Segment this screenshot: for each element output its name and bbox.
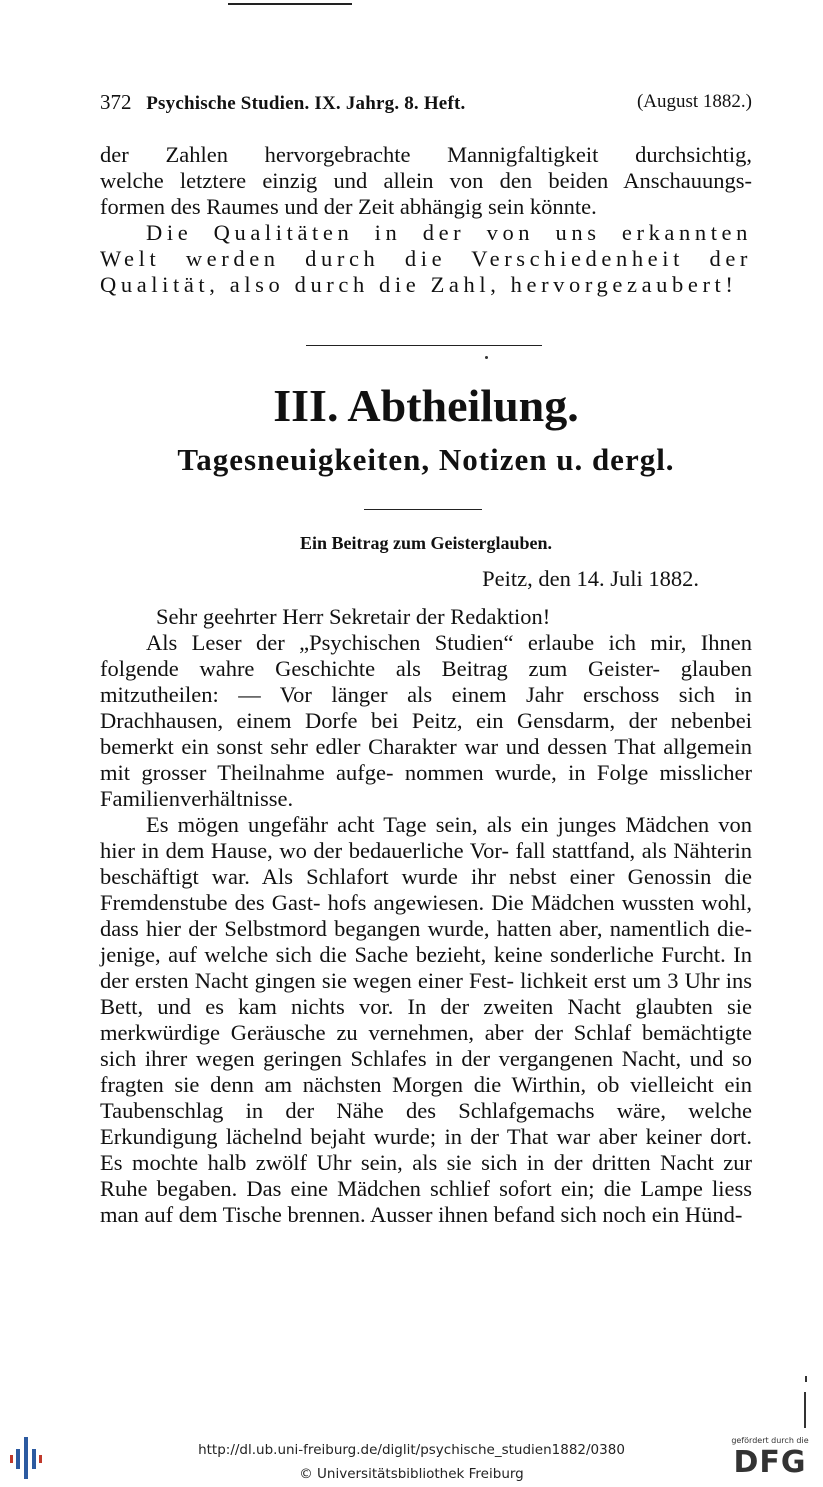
spaced-paragraph: Die Qualitäten in der von uns erkannten Welt werden durch die Verschiedenheit der Qualität, also durch die Zahl, hervorgezaubert! [100,220,752,297]
intro-line: der Zahlen hervorgebrachte Mannigfaltigkeit durchsichtig, [100,142,752,167]
issue-date: (August 1882.) [636,91,752,112]
section-divider [306,345,542,346]
salutation: Sehr geehrter Herr Sekretair der Redaktion! [156,604,551,629]
ink-dot [485,356,488,359]
subsection-divider [364,509,482,510]
running-title: Psychische Studien. IX. Jahrg. 8. Heft. [146,93,466,114]
section-subtitle: Tagesneuigkeiten, Notizen u. dergl. [177,442,675,477]
paragraph: Als Leser der „Psychischen Studien“ erlaube ich mir, Ihnen folgende wahre Geschichte als Beitrag zum Geister- glauben mitzutheilen: — Vor länger als einem Jahr erschoss sich in Drachhausen, einem Dorfe bei Peitz, ein Gensdarm, der nebenbei bemerkt ein sonst sehr edler Charakter war und dessen That allgemein mit grosser Theilnahme aufge- nommen wurde, in Folge misslicher Familienverhältnisse. [100,630,752,811]
section-title: III. Abtheilung. [273,380,579,431]
margin-mark [805,1376,807,1382]
dfg-logo [724,1436,816,1482]
dfg-mark: DFG [733,1445,807,1480]
article-body [100,630,752,1228]
article-title: Ein Beitrag zum Geisterglauben. [300,533,552,553]
intro-line: welche letztere einzig und allein von den beiden Anschauungs- [100,168,752,193]
source-url[interactable]: http://dl.ub.uni-freiburg.de/diglit/psychische_studien1882/0380 [198,1442,625,1458]
intro-text [100,142,752,298]
margin-mark [804,1392,806,1428]
top-rule [228,3,352,5]
dateline: Peitz, den 14. Juli 1882. [482,566,699,591]
running-header [100,90,752,116]
intro-line: formen des Raumes und der Zeit abhängig sein könnte. [100,194,597,219]
page-number: 372 [100,90,132,114]
dfg-caption: gefördert durch die [731,1436,809,1445]
paragraph: Es mögen ungefähr acht Tage sein, als ein junges Mädchen von hier in dem Hause, wo der bedauerliche Vor- fall stattfand, als Nähterin beschäftigt war. Als Schlafort wurde ihr nebst einer Genossin die Fremdenstube des Gast- hofs angewiesen. Die Mädchen wussten wohl, dass hier der Selbstmord begangen wurde, hatten aber, namentlich die- jenige, auf welche sich die Sache bezieht, keine sonderliche Furcht. In der ersten Nacht gingen sie wegen einer Fest- lichkeit erst um 3 Uhr ins Bett, und es kam nichts vor. In der zweiten Nacht glaubten sie merkwürdige Geräusche zu vernehmen, aber der Schlaf bemächtigte sich ihrer wegen geringen Schlafes in der vergangenen Nacht, und so fragten sie denn am nächsten Morgen die Wirthin, ob vielleicht ein Taubenschlag in der Nähe des Schlafgemachs wäre, welche Erkundigung lächelnd bejaht wurde; in der That war aber keiner dort. Es mochte halb zwölf Uhr sein, als sie sich in der dritten Nacht zur Ruhe begaben. Das eine Mädchen schlief sofort ein; die Lampe liess man auf dem Tische brennen. Ausser ihnen befand sich noch ein Hünd- [100,812,752,1227]
copyright-notice: © Universitätsbibliothek Freiburg [299,1466,524,1482]
